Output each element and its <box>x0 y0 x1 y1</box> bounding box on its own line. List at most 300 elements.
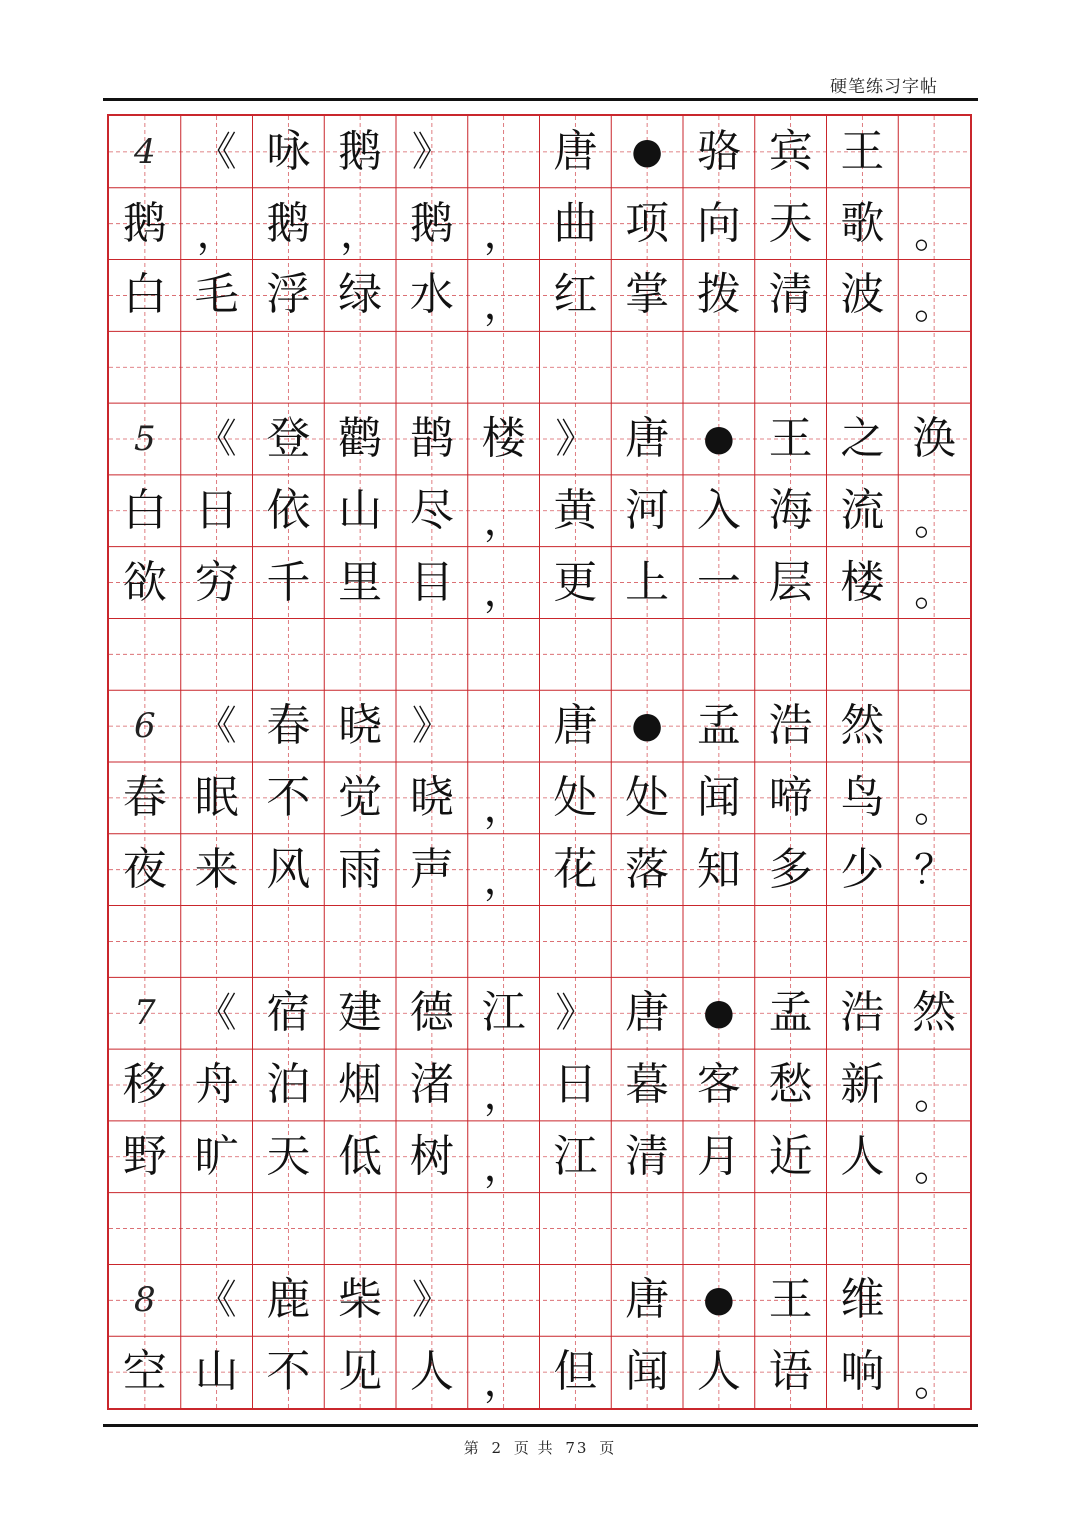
grid-character: 响 <box>840 1346 885 1398</box>
grid-character: 鹳 <box>338 412 383 464</box>
grid-character: 鹊 <box>409 412 454 464</box>
grid-character: 。 <box>914 497 955 544</box>
grid-character: 柴 <box>338 1274 383 1326</box>
grid-cell <box>324 906 396 978</box>
grid-cell <box>683 188 755 260</box>
grid-cell <box>683 1264 755 1336</box>
grid-character: 王 <box>840 125 885 177</box>
grid-cell <box>683 977 755 1049</box>
grid-cell <box>827 331 899 403</box>
grid-character: ● <box>703 417 735 459</box>
grid-cell <box>181 547 253 619</box>
grid-character: 千 <box>266 556 311 608</box>
grid-cell <box>898 1193 970 1265</box>
grid-character: 处 <box>553 771 598 823</box>
grid-character: 唐 <box>553 125 598 177</box>
grid-character: 然 <box>840 700 885 752</box>
grid-cell <box>540 1264 612 1336</box>
grid-cell <box>540 1336 612 1408</box>
grid-character: 王 <box>768 412 813 464</box>
grid-cell <box>611 547 683 619</box>
grid-character: 德 <box>409 987 454 1039</box>
grid-cell <box>181 762 253 834</box>
grid-cell <box>324 1336 396 1408</box>
grid-character: 唐 <box>625 412 670 464</box>
grid-character: 泊 <box>266 1058 311 1110</box>
grid-cell <box>109 762 181 834</box>
grid-cell <box>540 762 612 834</box>
grid-character: 见 <box>338 1346 383 1398</box>
grid-cell <box>611 1264 683 1336</box>
grid-character: 毛 <box>194 269 239 321</box>
grid-character: 落 <box>625 843 670 895</box>
grid-cell <box>898 116 970 188</box>
grid-cell <box>898 690 970 762</box>
grid-character: 河 <box>625 484 670 536</box>
grid-character: 曲 <box>553 197 598 249</box>
grid-character: 浩 <box>840 987 885 1039</box>
grid-character: 野 <box>122 1130 167 1182</box>
grid-character: 晓 <box>409 771 454 823</box>
grid-cell <box>827 618 899 690</box>
grid-cell <box>468 188 540 260</box>
grid-cell <box>898 906 970 978</box>
grid-character: 觉 <box>338 771 383 823</box>
grid-character: 黄 <box>553 484 598 536</box>
grid-character: 《 <box>196 703 237 750</box>
grid-character: 日 <box>194 484 239 536</box>
grid-cell <box>396 1193 468 1265</box>
grid-cell <box>611 475 683 547</box>
grid-cell <box>611 1049 683 1121</box>
grid-character: 。 <box>914 1071 955 1118</box>
footer-total-pages: 73 <box>565 1439 589 1457</box>
grid-character: ， <box>483 1143 524 1190</box>
grid-character: 风 <box>266 843 311 895</box>
grid-character: 依 <box>266 484 311 536</box>
grid-cell <box>324 977 396 1049</box>
grid-cell <box>611 1336 683 1408</box>
grid-character: 山 <box>194 1346 239 1398</box>
grid-character: ， <box>483 784 524 831</box>
footer-rule <box>103 1424 978 1427</box>
grid-character: 穷 <box>194 556 239 608</box>
grid-cell <box>181 403 253 475</box>
grid-cell <box>540 906 612 978</box>
grid-character: 浩 <box>768 700 813 752</box>
grid-cell <box>827 116 899 188</box>
grid-cell <box>396 762 468 834</box>
grid-cell <box>181 475 253 547</box>
grid-cell <box>898 188 970 260</box>
grid-cell <box>683 618 755 690</box>
footer-prefix: 第 <box>463 1439 481 1457</box>
grid-cell <box>611 834 683 906</box>
grid-cell <box>611 618 683 690</box>
grid-cell <box>468 1264 540 1336</box>
grid-cell <box>611 331 683 403</box>
grid-cell <box>109 690 181 762</box>
grid-cell <box>611 1121 683 1193</box>
grid-cell <box>396 1336 468 1408</box>
grid-cell <box>324 1264 396 1336</box>
grid-character: 江 <box>481 987 526 1039</box>
grid-character: 眠 <box>194 771 239 823</box>
grid-character: 层 <box>768 556 813 608</box>
page-footer <box>0 1437 1080 1458</box>
grid-character: 涣 <box>912 412 957 464</box>
grid-character: ● <box>703 1279 735 1321</box>
grid-cell <box>109 906 181 978</box>
grid-cell <box>540 1049 612 1121</box>
grid-character: 鹿 <box>266 1274 311 1326</box>
grid-character: 。 <box>914 569 955 616</box>
grid-character: 鹅 <box>409 197 454 249</box>
grid-cell <box>755 116 827 188</box>
grid-cell <box>109 547 181 619</box>
grid-character: 》 <box>555 990 596 1037</box>
grid-character: 人 <box>696 1346 741 1398</box>
grid-cell <box>396 618 468 690</box>
grid-cell <box>540 1193 612 1265</box>
grid-cell <box>109 1049 181 1121</box>
grid-cell <box>396 260 468 332</box>
grid-cell <box>755 260 827 332</box>
grid-cell <box>253 1049 325 1121</box>
grid-cell <box>755 618 827 690</box>
poem-number: 7 <box>134 993 156 1034</box>
grid-character: 鹅 <box>122 197 167 249</box>
grid-cell <box>396 906 468 978</box>
grid-cell <box>181 188 253 260</box>
grid-cell <box>468 762 540 834</box>
grid-character: 《 <box>196 990 237 1037</box>
grid-cell <box>396 188 468 260</box>
grid-cell <box>396 475 468 547</box>
grid-cell <box>827 1264 899 1336</box>
grid-character: 雨 <box>338 843 383 895</box>
grid-character: 烟 <box>338 1058 383 1110</box>
grid-character: 唐 <box>625 987 670 1039</box>
grid-cell <box>253 977 325 1049</box>
grid-character: 但 <box>553 1346 598 1398</box>
grid-character: 红 <box>553 269 598 321</box>
grid-character: 夜 <box>122 843 167 895</box>
grid-cell <box>827 188 899 260</box>
grid-cell <box>181 690 253 762</box>
grid-cell <box>683 260 755 332</box>
grid-character: 空 <box>122 1346 167 1398</box>
grid-character: 渚 <box>409 1058 454 1110</box>
grid-cell <box>181 260 253 332</box>
grid-cell <box>468 977 540 1049</box>
grid-character: 客 <box>696 1058 741 1110</box>
grid-character: 海 <box>768 484 813 536</box>
grid-cell <box>181 116 253 188</box>
grid-cell <box>324 116 396 188</box>
grid-cell <box>898 1336 970 1408</box>
grid-cell <box>181 1121 253 1193</box>
grid-cell <box>611 403 683 475</box>
grid-character: 山 <box>338 484 383 536</box>
grid-character: 项 <box>625 197 670 249</box>
grid-character: 春 <box>266 700 311 752</box>
grid-cell <box>324 1049 396 1121</box>
grid-cell <box>898 403 970 475</box>
grid-character: ● <box>631 130 663 172</box>
grid-character: 里 <box>338 556 383 608</box>
grid-cell <box>898 1049 970 1121</box>
grid-cell <box>181 1049 253 1121</box>
grid-character: 清 <box>768 269 813 321</box>
grid-cell <box>396 331 468 403</box>
poem-number: 4 <box>134 131 156 172</box>
grid-cell <box>827 1121 899 1193</box>
grid-cell <box>109 1121 181 1193</box>
grid-character: 登 <box>266 412 311 464</box>
grid-character: 歌 <box>840 197 885 249</box>
grid-cell <box>324 690 396 762</box>
grid-cell <box>468 260 540 332</box>
grid-cell <box>683 834 755 906</box>
grid-cell <box>468 1049 540 1121</box>
grid-cell <box>755 188 827 260</box>
grid-character: 处 <box>625 771 670 823</box>
grid-cell <box>109 1264 181 1336</box>
grid-character: 孟 <box>768 987 813 1039</box>
grid-cell <box>324 618 396 690</box>
grid-cell <box>755 977 827 1049</box>
grid-cell <box>109 977 181 1049</box>
footer-mid: 页 共 <box>513 1439 555 1457</box>
grid-cell <box>396 116 468 188</box>
grid-character: 上 <box>625 556 670 608</box>
grid-cell <box>827 762 899 834</box>
grid-character: 拨 <box>696 269 741 321</box>
grid-character: 更 <box>553 556 598 608</box>
grid-cell <box>181 977 253 1049</box>
grid-character: 宿 <box>266 987 311 1039</box>
grid-character: 不 <box>266 1346 311 1398</box>
grid-cell <box>109 403 181 475</box>
grid-cell <box>324 403 396 475</box>
grid-cell <box>396 403 468 475</box>
grid-character: 天 <box>266 1130 311 1182</box>
grid-cell <box>253 547 325 619</box>
grid-character: 声 <box>409 843 454 895</box>
grid-character: 向 <box>696 197 741 249</box>
poem-number: 5 <box>134 418 156 459</box>
grid-cell <box>181 1264 253 1336</box>
page-header-title: 硬笔练习字帖 <box>830 77 938 97</box>
grid-character: 》 <box>411 128 452 175</box>
grid-cell <box>181 331 253 403</box>
grid-cell <box>468 618 540 690</box>
grid-character: ， <box>483 1071 524 1118</box>
grid-cell <box>611 977 683 1049</box>
grid-character: 维 <box>840 1274 885 1326</box>
grid-cell <box>540 260 612 332</box>
grid-character: 晓 <box>338 700 383 752</box>
grid-character: 水 <box>409 269 454 321</box>
grid-cell <box>611 116 683 188</box>
poem-number: 6 <box>134 706 156 747</box>
grid-cell <box>898 834 970 906</box>
grid-cell <box>253 762 325 834</box>
grid-character: 《 <box>196 1277 237 1324</box>
grid-cell <box>827 1049 899 1121</box>
grid-character: ● <box>703 992 735 1034</box>
grid-cell <box>109 618 181 690</box>
grid-character: 春 <box>122 771 167 823</box>
grid-cell <box>898 1121 970 1193</box>
grid-character: 楼 <box>481 412 526 464</box>
grid-cell <box>253 1121 325 1193</box>
grid-cell <box>109 475 181 547</box>
grid-cell <box>324 1193 396 1265</box>
grid-character: 《 <box>196 128 237 175</box>
grid-cell <box>396 1049 468 1121</box>
grid-character: 鹅 <box>266 197 311 249</box>
grid-cell <box>755 547 827 619</box>
grid-character: 白 <box>122 269 167 321</box>
grid-cell <box>396 977 468 1049</box>
grid-cell <box>683 116 755 188</box>
grid-cell <box>540 331 612 403</box>
grid-cell <box>181 1193 253 1265</box>
grid-character: 人 <box>409 1346 454 1398</box>
grid-cell <box>611 762 683 834</box>
grid-character: 》 <box>411 703 452 750</box>
grid-cell <box>755 762 827 834</box>
grid-character: 绿 <box>338 269 383 321</box>
grid-cell <box>324 762 396 834</box>
grid-cell <box>611 690 683 762</box>
grid-cell <box>755 1336 827 1408</box>
grid-character: 掌 <box>625 269 670 321</box>
grid-cell <box>827 1193 899 1265</box>
grid-character: ● <box>631 705 663 747</box>
grid-cell <box>109 1336 181 1408</box>
grid-character: ， <box>340 210 381 257</box>
grid-character: 。 <box>914 282 955 329</box>
grid-character: 鹅 <box>338 125 383 177</box>
grid-cell <box>898 762 970 834</box>
grid-cell <box>540 834 612 906</box>
grid-cell <box>540 403 612 475</box>
grid-cell <box>683 1336 755 1408</box>
grid-cell <box>109 834 181 906</box>
grid-cell <box>324 475 396 547</box>
grid-cell <box>253 260 325 332</box>
grid-character: ？ <box>914 846 955 893</box>
grid-character: 然 <box>912 987 957 1039</box>
grid-cell <box>755 475 827 547</box>
grid-cell <box>755 1121 827 1193</box>
grid-cell <box>253 1336 325 1408</box>
grid-character: 浮 <box>266 269 311 321</box>
grid-character: 人 <box>840 1130 885 1182</box>
grid-cell <box>109 260 181 332</box>
grid-cell <box>468 1193 540 1265</box>
grid-cell <box>827 475 899 547</box>
grid-cell <box>468 906 540 978</box>
grid-cell <box>324 260 396 332</box>
grid-character: 少 <box>840 843 885 895</box>
grid-cell <box>898 618 970 690</box>
grid-character: ， <box>483 210 524 257</box>
grid-character: 不 <box>266 771 311 823</box>
grid-cell <box>253 188 325 260</box>
grid-character: 》 <box>411 1277 452 1324</box>
grid-character: 尽 <box>409 484 454 536</box>
grid-character: 天 <box>768 197 813 249</box>
grid-cell <box>683 1121 755 1193</box>
grid-cell <box>683 1193 755 1265</box>
grid-cell <box>898 331 970 403</box>
poem-number: 8 <box>134 1280 156 1321</box>
grid-character: ， <box>483 569 524 616</box>
grid-cell <box>827 1336 899 1408</box>
grid-cell <box>468 331 540 403</box>
grid-character: 来 <box>194 843 239 895</box>
grid-cell <box>683 1049 755 1121</box>
grid-cell <box>827 260 899 332</box>
grid-character: 咏 <box>266 125 311 177</box>
grid-cell <box>683 331 755 403</box>
grid-cell <box>396 1121 468 1193</box>
grid-character: ， <box>483 282 524 329</box>
grid-cell <box>181 834 253 906</box>
practice-grid-frame <box>107 114 972 1410</box>
grid-cell <box>109 331 181 403</box>
grid-cell <box>468 547 540 619</box>
grid-character: 。 <box>914 1143 955 1190</box>
grid-character: 新 <box>840 1058 885 1110</box>
grid-cell <box>755 834 827 906</box>
grid-cell <box>253 906 325 978</box>
grid-cell <box>755 1049 827 1121</box>
grid-cell <box>396 690 468 762</box>
grid-cell <box>468 690 540 762</box>
grid-cell <box>683 690 755 762</box>
grid-cell <box>253 834 325 906</box>
grid-character: 舟 <box>194 1058 239 1110</box>
grid-character: 啼 <box>768 771 813 823</box>
grid-cell <box>324 331 396 403</box>
footer-page-number: 2 <box>491 1439 504 1457</box>
grid-character: 《 <box>196 415 237 462</box>
grid-cell <box>755 331 827 403</box>
grid-cell <box>396 834 468 906</box>
grid-cell <box>683 547 755 619</box>
grid-cell <box>109 116 181 188</box>
grid-cell <box>324 547 396 619</box>
grid-cell <box>468 1336 540 1408</box>
grid-character: ， <box>483 497 524 544</box>
grid-character: 知 <box>696 843 741 895</box>
footer-suffix: 页 <box>599 1439 617 1457</box>
grid-cell <box>468 116 540 188</box>
grid-cell <box>468 475 540 547</box>
grid-cell <box>827 403 899 475</box>
grid-cell <box>755 1193 827 1265</box>
grid-cell <box>683 906 755 978</box>
grid-character: 愁 <box>768 1058 813 1110</box>
grid-character: 语 <box>768 1346 813 1398</box>
grid-cell <box>611 260 683 332</box>
grid-cell <box>898 260 970 332</box>
